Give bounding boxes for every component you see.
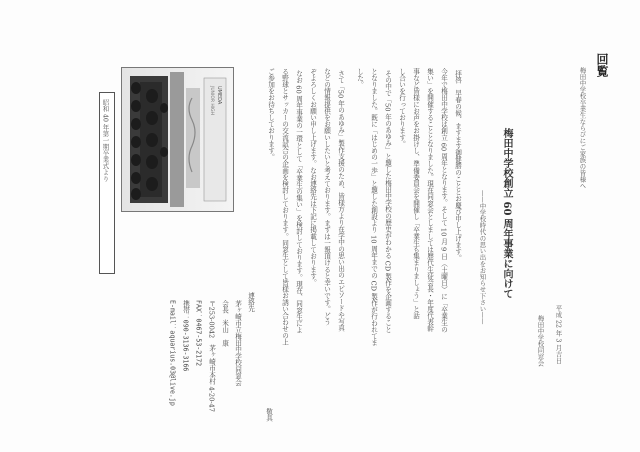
contact-org: 茅ヶ崎市立梅田中学校同窓会 — [233, 300, 242, 386]
organizer-line: 梅田中学校同窓会 — [536, 315, 545, 367]
contact-address: 〒253-0042 茅ヶ崎市本村 4-20-47 — [207, 300, 216, 412]
contact-mobile: 携帯：090-3136-3166 — [181, 300, 190, 372]
document-subtitle: ——中学校時代の思い出をお知らせ下さい—— — [478, 190, 487, 325]
body-line: 拝啓 早春の候、ますます御健勝のこととお慶び申し上げます。 — [453, 70, 462, 262]
body-line: 今年で梅田中学校は創立 60 周年となります。そして 10 月 9 日（土曜日）に「卒業生の — [439, 68, 448, 333]
graduation-photo-image — [122, 68, 233, 211]
contact-heading: 連絡先 — [246, 292, 255, 312]
body-line: となりました。既に「はじめの一歩」と題した創設より 10 周年までの CD 製作が行われてま — [369, 68, 378, 346]
contact-chair: 会長 米山 康 — [220, 300, 229, 347]
body-line: 集い」を開催することとなりました。現在同窓会としましては歴代生徒会長・年度代表幹 — [425, 68, 434, 332]
graduation-photo — [121, 67, 234, 212]
body-line: なお 60 周年事業の一環として「卒業生の集い」を検討しております。現在、同窓生によ — [294, 70, 303, 334]
body-line: し合いを行っております。 — [397, 68, 406, 148]
contact-email: E-mail：aquarius.03@live.jp — [168, 300, 177, 406]
contact-fax: FAX：0467-53-2172 — [194, 300, 203, 367]
sign-text: UMEDA — [216, 86, 222, 105]
body-line: さて「50 年のあゆみ」製作支援のため、皆様方より在学中の思い出のエピソードや写真 — [336, 70, 345, 332]
body-line: その中で「50 年のあゆみ」と題した梅田中学校の歴史がわかる CD 製作を企画すること — [383, 70, 392, 333]
date-line: 平成 22 年 3 月吉日 — [554, 305, 563, 364]
body-line: ぞよろしくお願い申し上げます。なお連絡先は下記に掲載しております。 — [308, 68, 317, 286]
body-line: る野球とサッカーの交流試合の企画を検討しております。同窓生として皆様お誘い合わせの上 — [280, 68, 289, 346]
photo-caption-box — [99, 92, 115, 274]
photo-caption: 昭和 40 年第一期卒業式より — [101, 99, 110, 182]
closing-line: 敬具 — [264, 408, 273, 422]
document-title: 梅田中学校創立 60 周年事業に向けて — [501, 128, 512, 299]
body-line: 事など皆様にお声をお掛けし、準備委員会を開催し「卒業生も集まりましょう」と話 — [411, 68, 420, 319]
body-line: した。 — [355, 68, 364, 88]
recipients-line: 梅田中学校卒業生ならびにご家族の皆様へ — [578, 67, 587, 189]
circular-label: 回覧 — [595, 53, 609, 77]
sign-text: JUNIOR HIGH — [209, 86, 214, 115]
body-line: ご参加をお待ちしております。 — [266, 68, 275, 161]
body-line: などの情報提供をお願いしたいと考えております。まずは一報頂けると幸いです。どう — [322, 68, 331, 326]
